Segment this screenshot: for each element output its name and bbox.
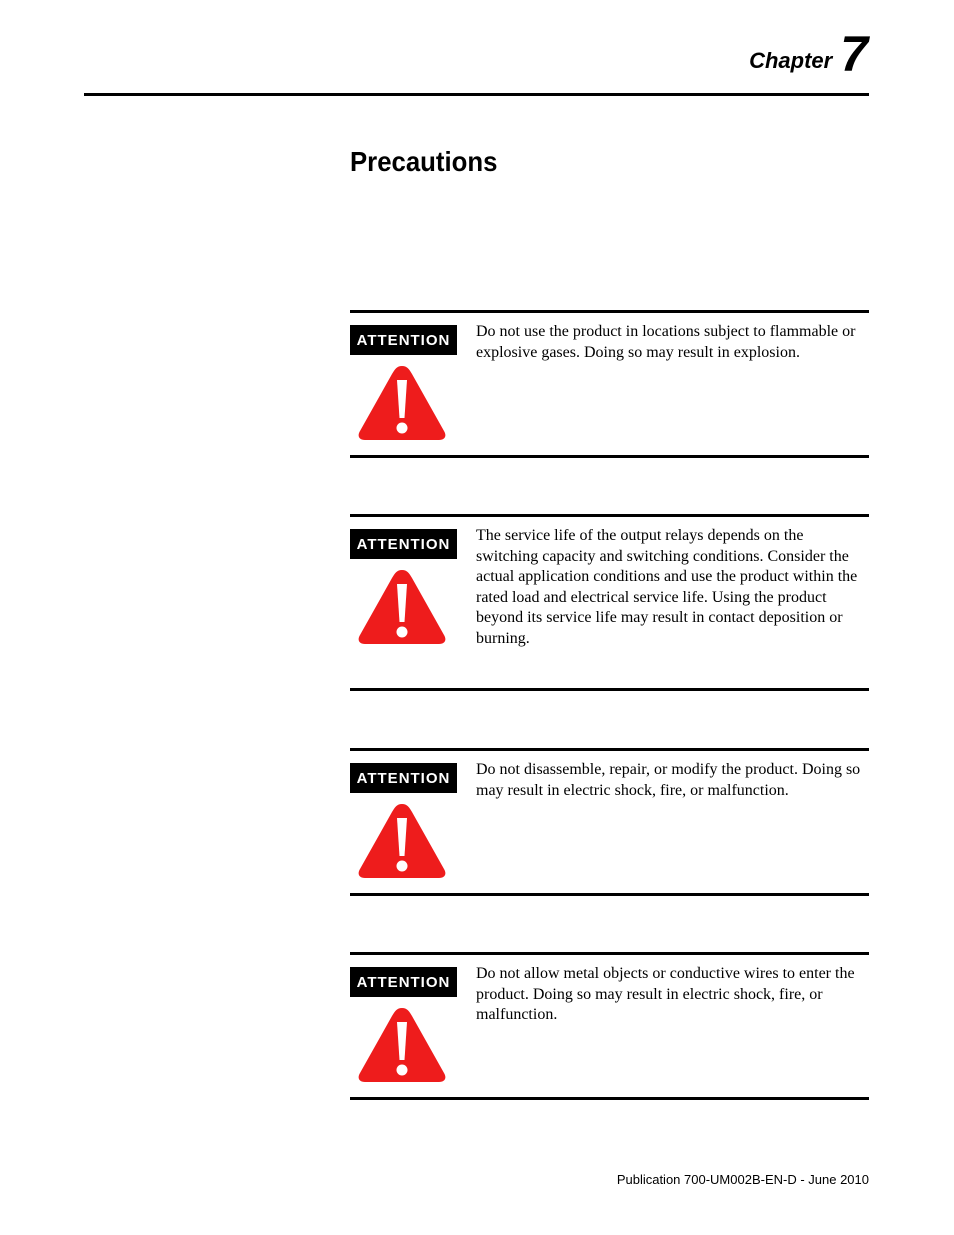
attention-badge: ATTENTION <box>350 763 457 793</box>
attention-notice <box>350 952 869 1100</box>
attention-badge: ATTENTION <box>350 967 457 997</box>
chapter-header <box>749 26 868 82</box>
chapter-label: Chapter <box>749 48 833 73</box>
attention-notice <box>350 748 869 896</box>
attention-badge: ATTENTION <box>350 325 457 355</box>
chapter-number: 7 <box>840 26 868 82</box>
footer-publication: Publication 700-UM002B-EN-D - June 2010 <box>616 1172 869 1187</box>
attention-notice <box>350 514 869 691</box>
warning-triangle-icon <box>357 363 447 443</box>
notice-text: The service life of the output relays depends on the switching capacity and switching conditions. Consider the actual application conditions and use the product within the rated load and electrical service life. Using the product beyond its service life may result in contact deposition or burning. <box>476 527 858 647</box>
attention-badge: ATTENTION <box>350 529 457 559</box>
warning-triangle-icon <box>357 801 447 881</box>
warning-triangle-icon <box>357 1005 447 1085</box>
notice-text: Do not use the product in locations subject to flammable or explosive gases. Doing so may result in explosion. <box>476 323 856 361</box>
page-title: Precautions <box>350 146 498 177</box>
notice-text: Do not allow metal objects or conductive wires to enter the product. Doing so may result in electric shock, fire, or malfunction. <box>476 965 855 1023</box>
warning-triangle-icon <box>357 567 447 647</box>
header-rule <box>84 93 869 96</box>
notice-text: Do not disassemble, repair, or modify the product. Doing so may result in electric shock, fire, or malfunction. <box>476 761 861 799</box>
attention-notice <box>350 310 869 458</box>
